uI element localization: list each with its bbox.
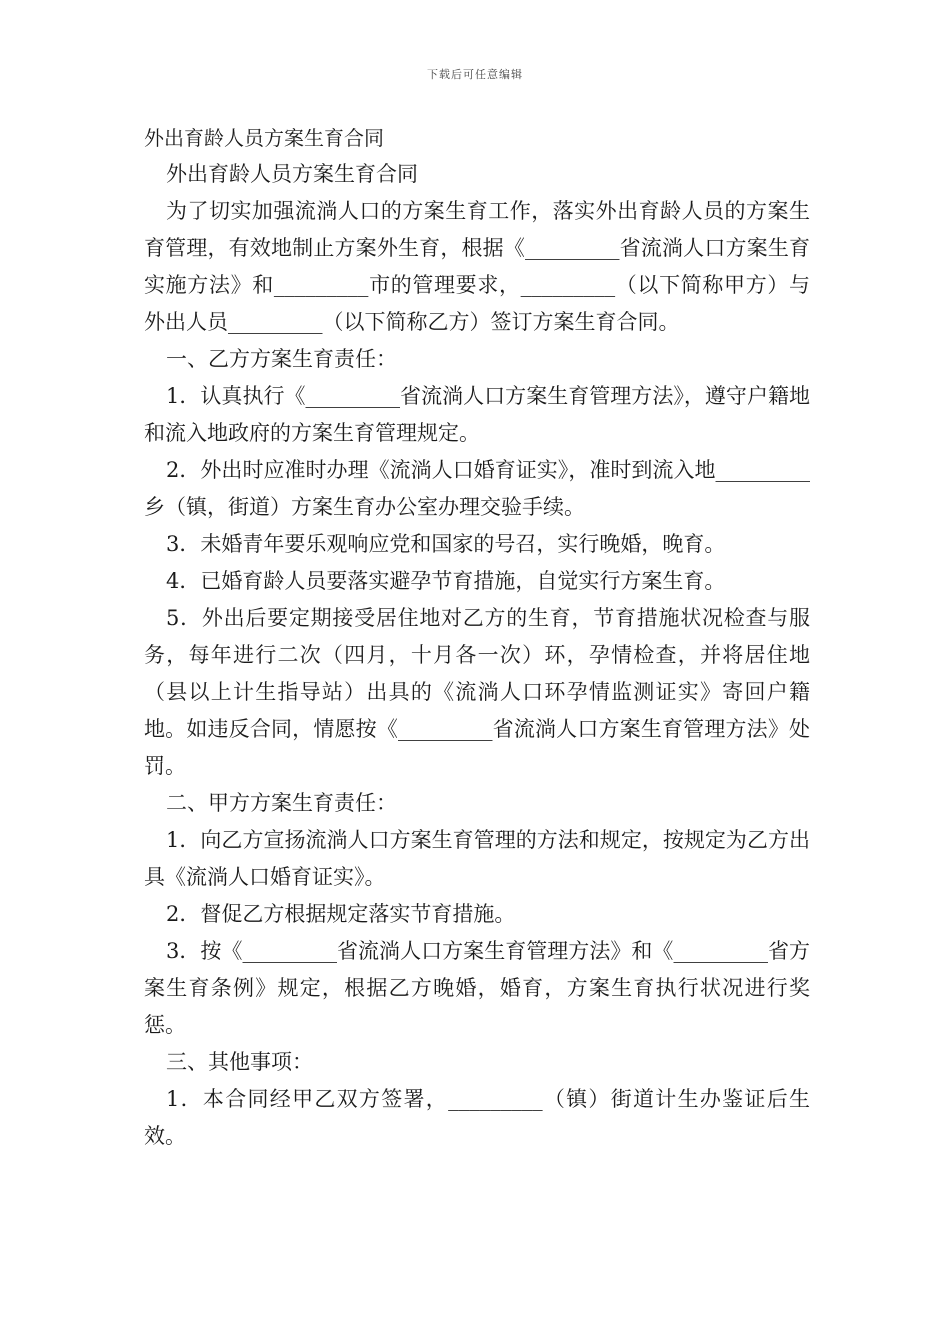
section3-item: 1．本合同经甲乙双方签署，_________（镇）街道计生办鉴证后生效。 bbox=[144, 1087, 810, 1148]
section2-item: 1．向乙方宣扬流淌人口方案生育管理的方法和规定，按规定为乙方出具《流淌人口婚育证实》。 bbox=[144, 828, 810, 889]
document-title: 外出育龄人员方案生育合同 bbox=[144, 126, 384, 150]
document-subtitle: 外出育龄人员方案生育合同 bbox=[166, 162, 418, 186]
contract-document bbox=[144, 120, 810, 1155]
section1-item: 4．已婚育龄人员要落实避孕节育措施，自觉实行方案生育。 bbox=[166, 569, 726, 593]
intro-paragraph: 为了切实加强流淌人口的方案生育工作，落实外出育龄人员的方案生育管理，有效地制止方案外生育，根据《_________省流淌人口方案生育实施方法》和_________市的管理要求，_________（以下简称甲方）与外出人员_________（以下简称乙方）签订方案生育合同。 bbox=[144, 199, 810, 334]
section2-heading: 二、甲方方案生育责任： bbox=[166, 791, 397, 815]
section2-item: 2．督促乙方根据规定落实节育措施。 bbox=[166, 902, 516, 926]
page-header-note: 下载后可任意编辑 bbox=[427, 68, 523, 81]
section1-item: 2．外出时应准时办理《流淌人口婚育证实》，准时到流入地_________乡（镇，街道）方案生育办公室办理交验手续。 bbox=[144, 458, 810, 519]
section1-item: 5．外出后要定期接受居住地对乙方的生育，节育措施状况检查与服务，每年进行二次（四月，十月各一次）环，孕情检查，并将居住地（县以上计生指导站）出具的《流淌人口环孕情监测证实》寄回户籍地。如违反合同，情愿按《_________省流淌人口方案生育管理方法》处罚。 bbox=[144, 606, 810, 778]
section3-heading: 三、其他事项： bbox=[166, 1050, 313, 1074]
section1-item: 3．未婚青年要乐观响应党和国家的号召，实行晚婚，晚育。 bbox=[166, 532, 726, 556]
section1-item: 1．认真执行《_________省流淌人口方案生育管理方法》，遵守户籍地和流入地政府的方案生育管理规定。 bbox=[144, 384, 810, 445]
section1-heading: 一、乙方方案生育责任： bbox=[166, 347, 397, 371]
section2-item: 3．按《_________省流淌人口方案生育管理方法》和《_________省方案生育条例》规定，根据乙方晚婚，婚育，方案生育执行状况进行奖惩。 bbox=[144, 939, 810, 1037]
